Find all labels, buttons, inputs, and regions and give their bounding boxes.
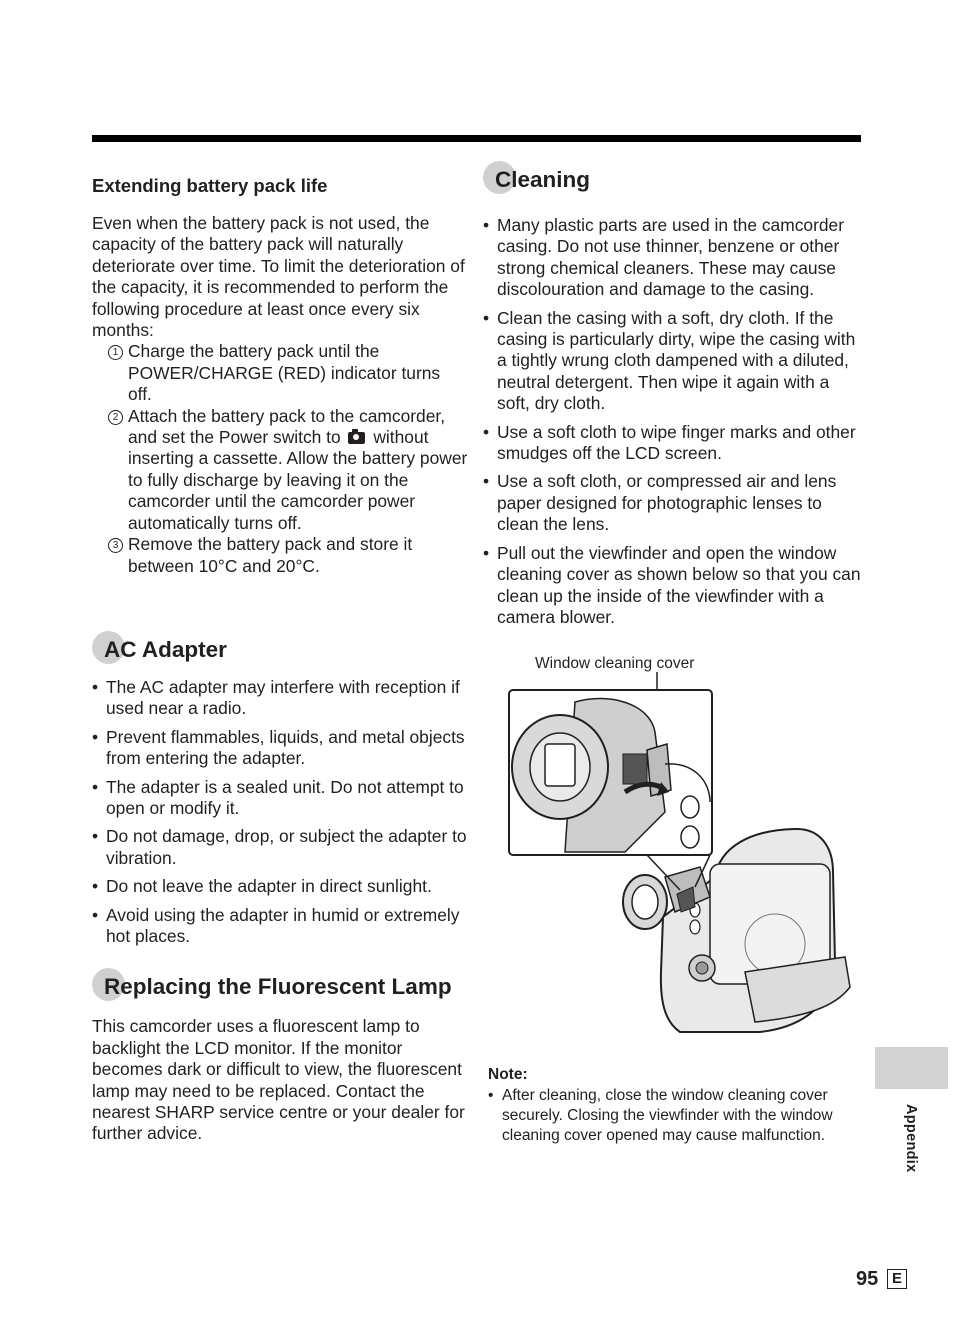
ac-adapter-list: [92, 677, 468, 947]
camcorder-body-drawing: [623, 829, 850, 1032]
list-item: • Pull out the viewfinder and open the window cleaning cover as shown below so that you can clean up the inside of the viewfinder with a camera blower.: [483, 543, 861, 629]
left-column: [92, 174, 468, 1145]
list-item: • Do not leave the adapter in direct sunlight.: [92, 876, 468, 897]
cleaning-title: Cleaning: [495, 167, 591, 192]
language-badge: E: [887, 1269, 907, 1289]
figure-label: Window cleaning cover: [535, 655, 695, 672]
page-number: 95: [856, 1268, 879, 1290]
list-item: • Prevent flammables, liquids, and metal objects from entering the adapter.: [92, 727, 468, 770]
cleaning-list: [483, 215, 861, 628]
section-tab: [875, 1047, 948, 1089]
list-item: • The adapter is a sealed unit. Do not attempt to open or modify it.: [92, 777, 468, 820]
note-text: • After cleaning, close the window cleaning cover securely. Closing the viewfinder with the window cleaning cover opened may cause malfunction.: [488, 1086, 848, 1146]
step-number: 2: [108, 410, 123, 425]
step-text: Charge the battery pack until the POWER/CHARGE (RED) indicator turns off.: [128, 341, 441, 405]
ac-adapter-title: AC Adapter: [104, 636, 227, 662]
list-item: • Many plastic parts are used in the camcorder casing. Do not use thinner, benzene or other strong chemical cleaners. These may cause discolouration and damage to the casing.: [483, 215, 861, 301]
top-rule: [92, 135, 861, 142]
ac-adapter-heading: [92, 636, 468, 663]
lamp-heading: [92, 973, 468, 1000]
battery-heading: Extending battery pack life: [92, 175, 328, 196]
list-item: • Use a soft cloth to wipe finger marks and other smudges off the LCD screen.: [483, 422, 861, 465]
right-column: [483, 166, 861, 635]
list-item: • The AC adapter may interfere with reception if used near a radio.: [92, 677, 468, 720]
lamp-text: This camcorder uses a fluorescent lamp to backlight the LCD monitor. If the monitor becomes dark or difficult to view, the fluorescent lamp may need to be replaced. Contact the nearest SHARP service centre or your dealer for further advice.: [92, 1016, 465, 1144]
step-text: Attach the battery pack to the camcorder, and set the Power switch to: [128, 405, 446, 448]
step-number: 1: [108, 345, 123, 360]
step-2: [92, 406, 468, 534]
cleaning-heading: [483, 166, 861, 193]
camera-icon: [348, 432, 365, 444]
step-number: 3: [108, 538, 123, 553]
note-heading: Note:: [488, 1066, 528, 1083]
battery-intro: Even when the battery pack is not used, the capacity of the battery pack will naturally deteriorate over time. To limit the deterioration of the capacity, it is recommended to perform the following procedure at least once every six months:: [92, 213, 465, 341]
list-item: • Do not damage, drop, or subject the adapter to vibration.: [92, 826, 468, 869]
viewfinder-inset: [509, 690, 712, 855]
lamp-title: Replacing the Fluorescent Lamp: [104, 974, 452, 1000]
list-item: • Avoid using the adapter in humid or extremely hot places.: [92, 905, 468, 948]
step-text: Remove the battery pack and store it between 10°C and 20°C.: [128, 534, 413, 576]
list-item: • Use a soft cloth, or compressed air and lens paper designed for photographic lenses to clean the lens.: [483, 471, 861, 535]
battery-steps: [92, 341, 468, 576]
step-1: [92, 341, 468, 405]
step-text: without inserting a cassette. Allow the battery power to fully discharge by leaving it on the camcorder until the camcorder power automatically turns off.: [128, 427, 468, 533]
camcorder-illustration: [505, 672, 860, 1047]
step-3: [92, 534, 468, 577]
section-label: Appendix: [903, 1104, 919, 1173]
list-item: • Clean the casing with a soft, dry cloth. If the casing is particularly dirty, wipe the casing with a tightly wrung cloth dampened with a diluted, neutral detergent. Then wipe it again with a soft, dry cloth.: [483, 308, 861, 415]
